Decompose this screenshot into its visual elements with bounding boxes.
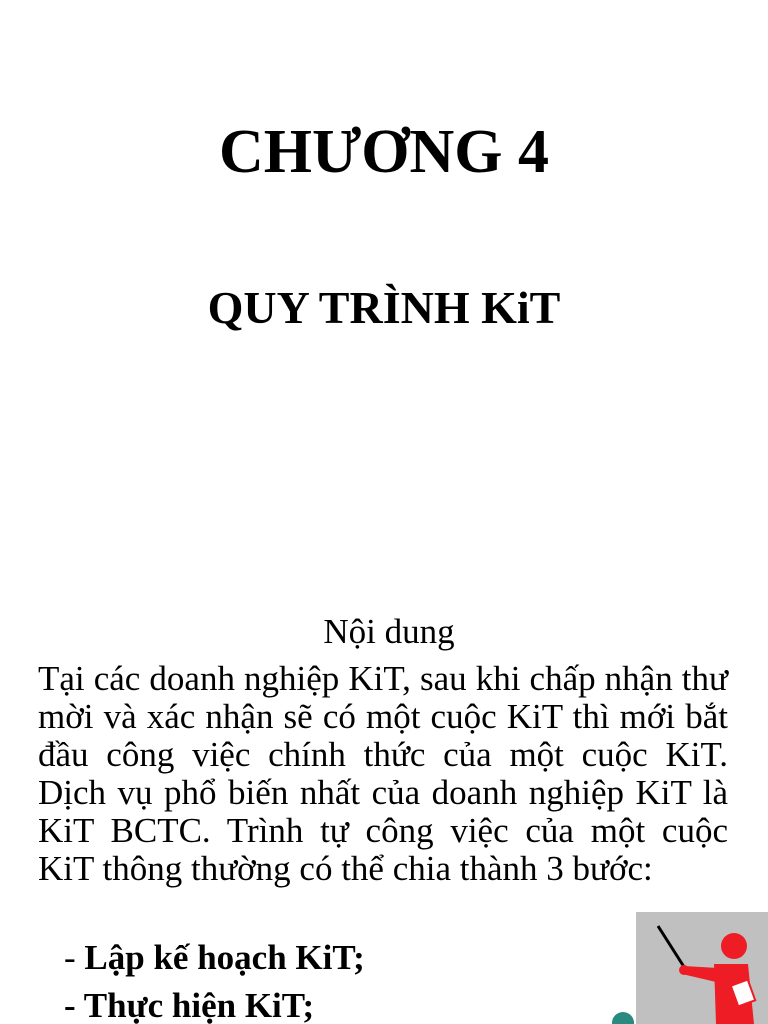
step-prefix: -: [64, 938, 85, 977]
chapter-subtitle: QUY TRÌNH KiT: [207, 282, 561, 333]
step-text: Lập kế hoạch KiT;: [84, 938, 365, 977]
list-item: [64, 934, 365, 982]
figure-head: [721, 933, 747, 959]
step-text: Thực hiện KiT;: [83, 986, 315, 1024]
section-heading: Nội dung: [323, 612, 455, 651]
chapter-title: CHƯƠNG 4: [218, 118, 550, 186]
presenter-pointer-icon: [636, 912, 768, 1024]
accent-dot: [612, 1012, 634, 1024]
intro-paragraph: Tại các doanh nghiệp KiT, sau khi chấp nhận thư mời và xác nhận sẽ có một cuộc KiT thì mới bắt đầu công việc chính thức của một cuộc KiT. Dịch vụ phổ biến nhất của doanh nghiệp KiT là KiT BCTC. Trình tự công việc của một cuộc KiT thông thường có thể chia thành 3 bước:: [38, 659, 728, 888]
steps-list: [64, 934, 365, 1024]
list-item: [64, 982, 365, 1024]
step-prefix: -: [64, 986, 84, 1024]
figure-hand: [679, 965, 689, 975]
